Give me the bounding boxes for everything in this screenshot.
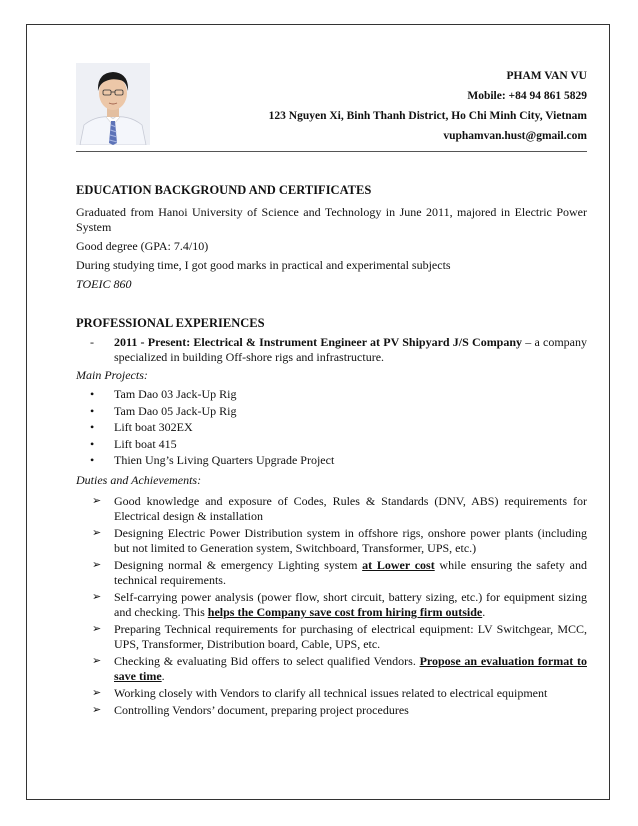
list-item <box>76 622 587 652</box>
list-item <box>76 686 587 701</box>
bullet-icon: • <box>90 387 95 401</box>
duty-text-part: Self-carrying power analysis (power flow, short circuit, battery sizing, etc.) for equipment sizing and checking. This <box>114 590 587 619</box>
contact-header <box>269 66 587 146</box>
education-section-title: EDUCATION BACKGROUND AND CERTIFICATES <box>76 183 372 197</box>
experience-dash: - <box>90 335 94 349</box>
duty-text <box>114 654 587 684</box>
list-item <box>76 494 587 524</box>
project-name: Lift boat 302EX <box>114 420 193 434</box>
duty-text-part: while ensuring the safety and technical requirements. <box>114 558 587 587</box>
duty-text: Preparing Technical requirements for purchasing of electrical equipment: LV Switchgear, MCC, UPS, Transformer, Distribution board, Cable, UPS, etc. <box>114 622 587 651</box>
education-toeic: TOEIC 860 <box>76 277 132 291</box>
arrow-bullet-icon: ➢ <box>92 623 102 635</box>
list-item <box>76 558 587 588</box>
email-address: vuphamvan.hust@gmail.com <box>443 130 587 142</box>
duty-text <box>114 590 587 620</box>
arrow-bullet-icon: ➢ <box>92 495 102 507</box>
arrow-bullet-icon: ➢ <box>92 687 102 699</box>
project-name: Lift boat 415 <box>114 436 177 451</box>
duty-highlight: Propose an evaluation format to save time <box>114 654 587 683</box>
list-item <box>76 387 587 402</box>
project-name: Thien Ung’s Living Quarters Upgrade Project <box>114 453 335 467</box>
projects-label: Main Projects: <box>76 368 148 382</box>
education-marks: During studying time, I got good marks in practical and experimental subjects <box>76 258 451 272</box>
experience-entry <box>76 335 587 365</box>
duty-highlight: at Lower cost <box>362 558 435 572</box>
duty-text-part: . <box>482 605 486 619</box>
duty-text: Good knowledge and exposure of Codes, Rules & Standards (DNV, ABS) requirements for Electrical design & installation <box>114 494 587 523</box>
experience-role <box>114 335 587 365</box>
profile-photo <box>76 63 150 145</box>
projects-list <box>76 387 587 468</box>
duty-text: Controlling Vendors’ document, preparing project procedures <box>114 703 409 717</box>
duty-text <box>114 558 587 588</box>
education-gpa: Good degree (GPA: 7.4/10) <box>76 239 209 253</box>
arrow-bullet-icon: ➢ <box>92 559 102 571</box>
experience-role-title: 2011 - Present: Electrical & Instrument Engineer at PV Shipyard J/S Company <box>114 335 523 349</box>
profile-photo-illustration <box>76 63 150 145</box>
arrow-bullet-icon: ➢ <box>92 655 102 667</box>
education-degree: Graduated from Hanoi University of Science and Technology in June 2011, majored in Electric Power System <box>76 205 587 234</box>
bullet-icon: • <box>90 420 95 434</box>
project-name: Tam Dao 05 Jack-Up Rig <box>114 403 237 418</box>
experience-section-title: PROFESSIONAL EXPERIENCES <box>76 316 265 330</box>
arrow-bullet-icon: ➢ <box>92 704 102 716</box>
duty-text-part: Checking & evaluating Bid offers to select qualified Vendors. <box>114 654 420 668</box>
list-item <box>76 590 587 620</box>
duty-highlight: helps the Company save cost from hiring firm outside <box>207 605 483 619</box>
list-item <box>76 526 587 556</box>
arrow-bullet-icon: ➢ <box>92 527 102 539</box>
list-item <box>76 703 587 718</box>
list-item <box>76 654 587 684</box>
list-item <box>76 404 587 419</box>
duty-text: Working closely with Vendors to clarify all technical issues related to electrical equipment <box>114 686 548 700</box>
project-name: Tam Dao 03 Jack-Up Rig <box>114 387 237 401</box>
mobile-number: Mobile: +84 94 861 5829 <box>467 90 587 102</box>
bullet-icon: • <box>90 436 95 451</box>
header-divider <box>76 151 587 152</box>
duties-label: Duties and Achievements: <box>76 473 202 487</box>
duty-text: Designing Electric Power Distribution system in offshore rigs, onshore power plants (including but not limited to Generation system, Switchboard, Transformer, UPS, etc.) <box>114 526 587 555</box>
duties-list <box>76 494 587 718</box>
bullet-icon: • <box>90 453 95 467</box>
resume-body <box>76 183 587 718</box>
arrow-bullet-icon: ➢ <box>92 591 102 603</box>
duty-text-part: . <box>161 669 165 683</box>
experience-role-description: – a company specialized in building Off-shore rigs and infrastructure. <box>114 335 588 364</box>
list-item <box>76 437 587 452</box>
candidate-name: PHAM VAN VU <box>506 70 587 82</box>
duty-text-part: Designing normal & emergency Lighting system <box>114 558 363 572</box>
list-item <box>76 453 587 468</box>
bullet-icon: • <box>90 403 95 418</box>
address: 123 Nguyen Xi, Binh Thanh District, Ho Chi Minh City, Vietnam <box>268 110 587 122</box>
list-item <box>76 420 587 435</box>
